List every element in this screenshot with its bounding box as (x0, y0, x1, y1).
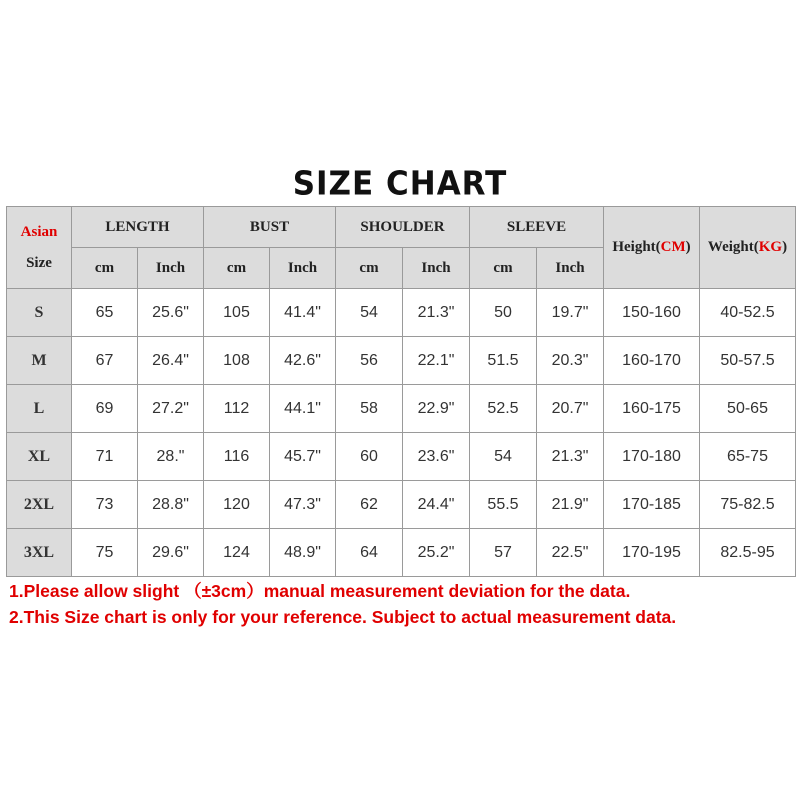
weight-cell: 50-65 (700, 385, 796, 433)
sleeve-cm-cell: 50 (470, 289, 537, 337)
shoulder-cm-cell: 60 (336, 433, 403, 481)
height-cell: 160-170 (604, 337, 700, 385)
table-row (7, 337, 796, 385)
table-row (7, 529, 796, 577)
shoulder-cm-cell: 64 (336, 529, 403, 577)
weight-cell: 40-52.5 (700, 289, 796, 337)
bust-cm-cell: 124 (204, 529, 270, 577)
length-cm-cell: 75 (72, 529, 138, 577)
weight-header (700, 207, 796, 289)
height-header (604, 207, 700, 289)
sleeve-inch-cell: 20.3" (537, 337, 604, 385)
bust-inch-cell: 41.4" (270, 289, 336, 337)
bust-inch-cell: 48.9" (270, 529, 336, 577)
bust-cm-cell: 112 (204, 385, 270, 433)
size-cell: L (7, 385, 72, 433)
bust-cm-cell: 120 (204, 481, 270, 529)
length-cm-cell: 65 (72, 289, 138, 337)
note-1: 1.Please allow slight （±3cm）manual measurement deviation for the data. (9, 581, 631, 601)
shoulder-inch-header: Inch (403, 248, 470, 289)
height-prefix: Height( (612, 239, 661, 255)
weight-cell: 65-75 (700, 433, 796, 481)
height-cell: 170-195 (604, 529, 700, 577)
weight-unit: KG (758, 239, 783, 255)
bust-header: BUST (204, 207, 336, 248)
size-label: Size (26, 254, 52, 271)
sleeve-inch-cell: 21.9" (537, 481, 604, 529)
weight-cell: 75-82.5 (700, 481, 796, 529)
sleeve-cm-cell: 54 (470, 433, 537, 481)
size-cell: XL (7, 433, 72, 481)
sleeve-inch-cell: 19.7" (537, 289, 604, 337)
table-row (7, 385, 796, 433)
asian-label: Asian (20, 223, 58, 240)
length-header: LENGTH (72, 207, 204, 248)
header-row-top (7, 207, 796, 248)
height-unit: CM (660, 239, 686, 255)
weight-cell: 50-57.5 (700, 337, 796, 385)
sleeve-header: SLEEVE (470, 207, 604, 248)
size-cell: S (7, 289, 72, 337)
shoulder-inch-cell: 22.1" (403, 337, 470, 385)
height-cell: 160-175 (604, 385, 700, 433)
shoulder-cm-cell: 58 (336, 385, 403, 433)
shoulder-cm-cell: 54 (336, 289, 403, 337)
bust-cm-cell: 116 (204, 433, 270, 481)
length-inch-cell: 25.6" (138, 289, 204, 337)
shoulder-cm-header: cm (336, 248, 403, 289)
weight-suffix: ) (782, 239, 788, 255)
sleeve-inch-cell: 21.3" (537, 433, 604, 481)
height-cell: 150-160 (604, 289, 700, 337)
table-row (7, 289, 796, 337)
bust-inch-cell: 44.1" (270, 385, 336, 433)
length-inch-cell: 27.2" (138, 385, 204, 433)
shoulder-cm-cell: 62 (336, 481, 403, 529)
length-cm-cell: 73 (72, 481, 138, 529)
shoulder-cm-cell: 56 (336, 337, 403, 385)
table-row (7, 481, 796, 529)
size-cell: 3XL (7, 529, 72, 577)
length-inch-header: Inch (138, 248, 204, 289)
shoulder-inch-cell: 21.3" (403, 289, 470, 337)
sleeve-cm-header: cm (470, 248, 537, 289)
bust-cm-cell: 108 (204, 337, 270, 385)
shoulder-inch-cell: 25.2" (403, 529, 470, 577)
size-table (6, 206, 796, 577)
length-inch-cell: 26.4" (138, 337, 204, 385)
bust-inch-cell: 47.3" (270, 481, 336, 529)
length-cm-cell: 71 (72, 433, 138, 481)
height-cell: 170-180 (604, 433, 700, 481)
weight-prefix: Weight( (707, 239, 759, 255)
sleeve-inch-header: Inch (537, 248, 604, 289)
sleeve-cm-cell: 55.5 (470, 481, 537, 529)
length-cm-cell: 69 (72, 385, 138, 433)
shoulder-inch-cell: 22.9" (403, 385, 470, 433)
asian-size-header (7, 207, 72, 289)
length-inch-cell: 28.8" (138, 481, 204, 529)
page-title: SIZE CHART (292, 165, 508, 203)
height-cell: 170-185 (604, 481, 700, 529)
length-cm-header: cm (72, 248, 138, 289)
length-inch-cell: 29.6" (138, 529, 204, 577)
bust-inch-header: Inch (270, 248, 336, 289)
length-cm-cell: 67 (72, 337, 138, 385)
shoulder-inch-cell: 23.6" (403, 433, 470, 481)
bust-cm-header: cm (204, 248, 270, 289)
bust-inch-cell: 45.7" (270, 433, 336, 481)
notes (9, 578, 799, 630)
size-cell: M (7, 337, 72, 385)
bust-cm-cell: 105 (204, 289, 270, 337)
length-inch-cell: 28." (138, 433, 204, 481)
shoulder-inch-cell: 24.4" (403, 481, 470, 529)
height-suffix: ) (685, 239, 691, 255)
bust-inch-cell: 42.6" (270, 337, 336, 385)
note-2: 2.This Size chart is only for your reference. Subject to actual measurement data. (9, 607, 677, 627)
table-row (7, 433, 796, 481)
sleeve-inch-cell: 22.5" (537, 529, 604, 577)
size-cell: 2XL (7, 481, 72, 529)
weight-cell: 82.5-95 (700, 529, 796, 577)
sleeve-cm-cell: 52.5 (470, 385, 537, 433)
shoulder-header: SHOULDER (336, 207, 470, 248)
sleeve-cm-cell: 57 (470, 529, 537, 577)
sleeve-inch-cell: 20.7" (537, 385, 604, 433)
sleeve-cm-cell: 51.5 (470, 337, 537, 385)
